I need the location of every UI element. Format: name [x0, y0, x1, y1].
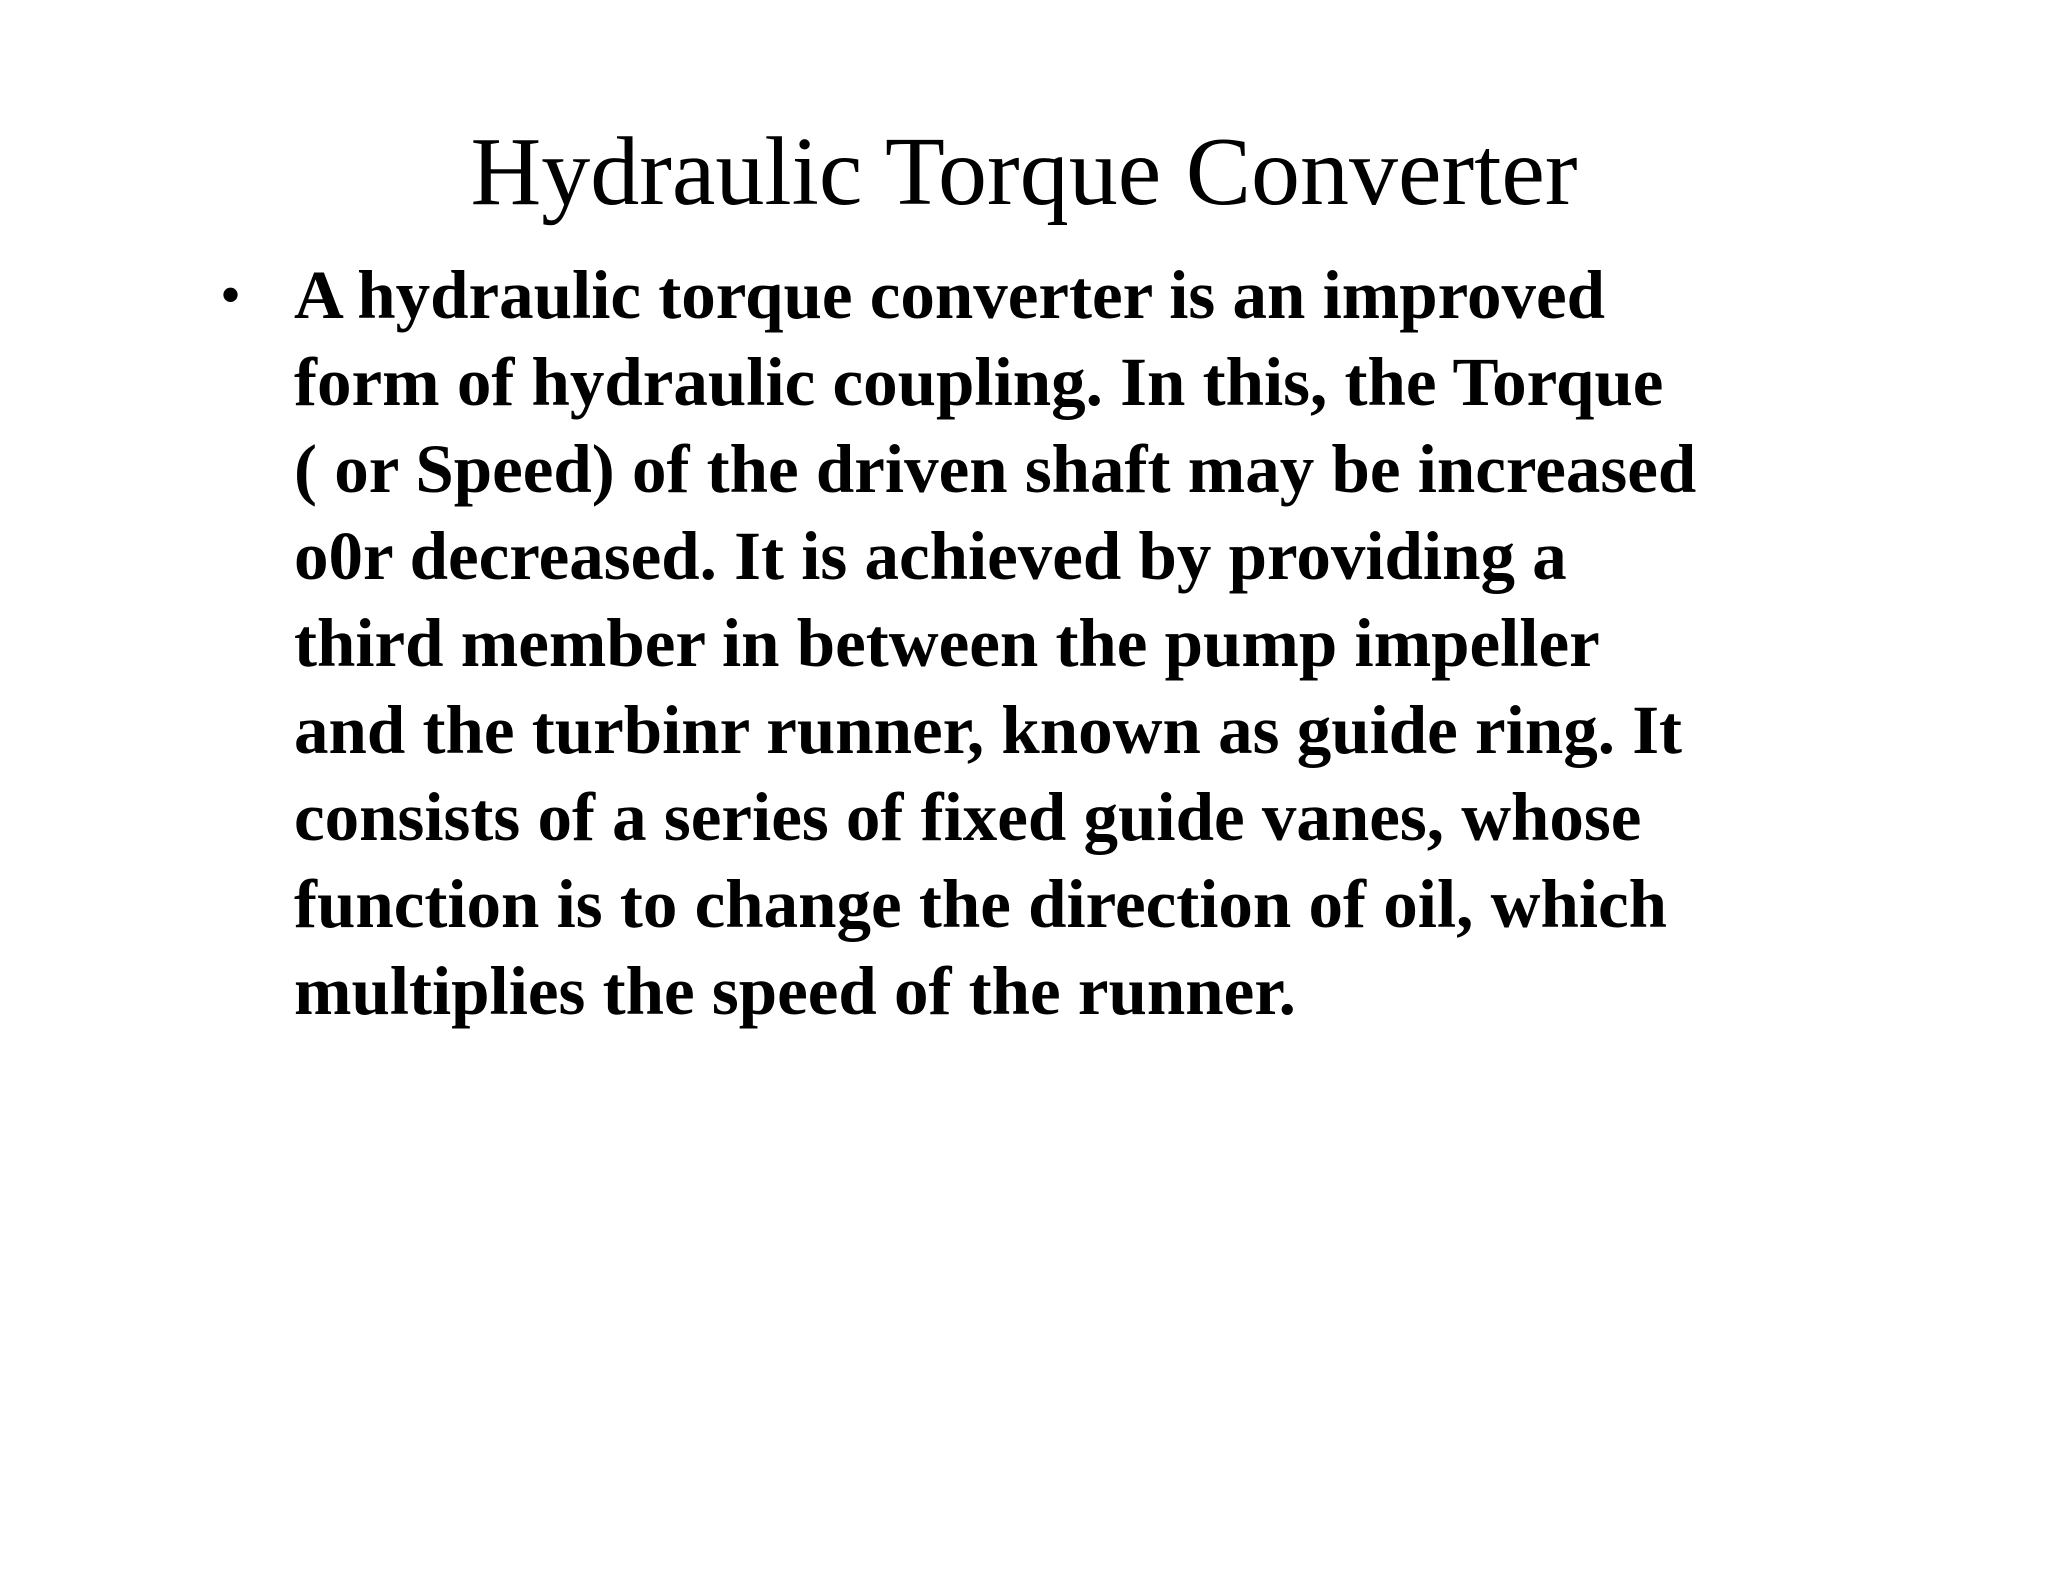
bullet-text-line: ( or Speed) of the driven shaft may be increased: [294, 431, 1697, 507]
bullet-dot-icon: •: [220, 262, 242, 328]
bullet-text-line: o0r decreased. It is achieved by providing a: [294, 518, 1567, 594]
bullet-item: [220, 252, 1860, 1035]
bullet-text-line: form of hydraulic coupling. In this, the Torque: [294, 344, 1664, 420]
bullet-text-line: consists of a series of fixed guide vanes, whose: [294, 779, 1642, 855]
bullet-text-line: multiplies the speed of the runner.: [294, 953, 1296, 1029]
slide-title: Hydraulic Torque Converter: [470, 118, 1578, 226]
bullet-text-line: third member in between the pump impeller: [294, 605, 1600, 681]
bullet-text-line: and the turbinr runner, known as guide ring. It: [294, 692, 1683, 768]
bullet-text-line: function is to change the direction of oil, which: [294, 866, 1667, 942]
bullet-text-line: A hydraulic torque converter is an improved: [294, 257, 1605, 333]
bullet-list: [220, 252, 1860, 1035]
